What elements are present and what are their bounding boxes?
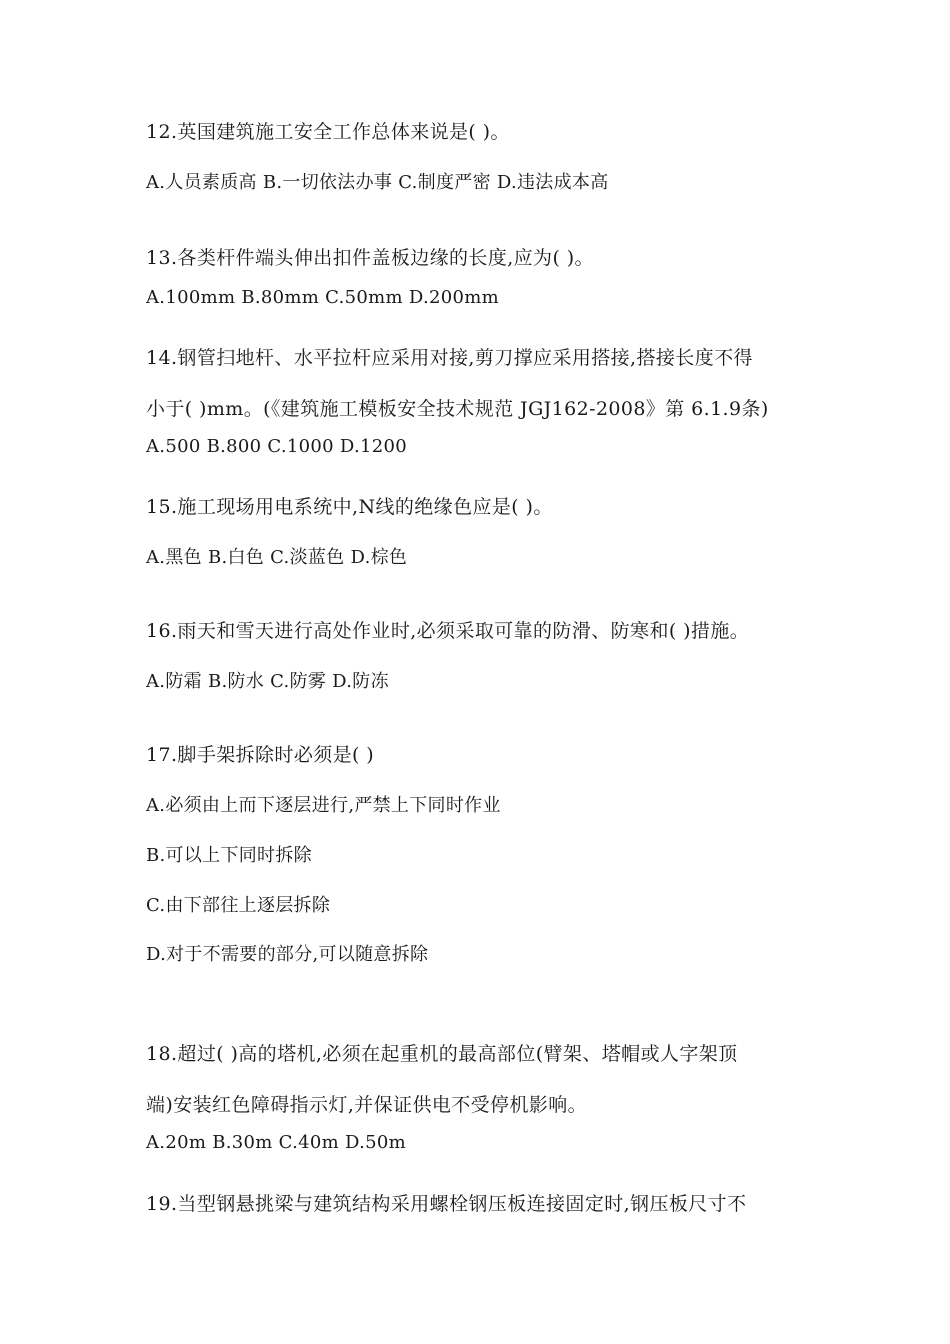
question-12-text: 12.英国建筑施工安全工作总体来说是( )。 [146, 121, 510, 143]
question-13-text: 13.各类杆件端头伸出扣件盖板边缘的长度,应为( )。 [146, 247, 594, 269]
question-15-options: A.黑色 B.白色 C.淡蓝色 D.棕色 [146, 547, 408, 568]
question-17-option-b: B.可以上下同时拆除 [146, 845, 312, 866]
question-12-options: A.人员素质高 B.一切依法办事 C.制度严密 D.违法成本高 [146, 172, 609, 193]
question-18-text-line-1: 18.超过( )高的塔机,必须在起重机的最高部位(臂架、塔帽或人字架顶 [146, 1043, 738, 1065]
question-18-text-line-2: 端)安装红色障碍指示灯,并保证供电不受停机影响。 [146, 1094, 588, 1116]
question-17-option-d: D.对于不需要的部分,可以随意拆除 [146, 944, 429, 965]
question-17-text: 17.脚手架拆除时必须是( ) [146, 744, 375, 766]
question-17-option-a: A.必须由上而下逐层进行,严禁上下同时作业 [146, 795, 501, 816]
question-14-text-line-1: 14.钢管扫地杆、水平拉杆应采用对接,剪刀撑应采用搭接,搭接长度不得 [146, 347, 753, 369]
question-15-text: 15.施工现场用电系统中,N线的绝缘色应是( )。 [146, 496, 553, 518]
question-19-text: 19.当型钢悬挑梁与建筑结构采用螺栓钢压板连接固定时,钢压板尺寸不 [146, 1193, 747, 1215]
question-13-options: A.100mm B.80mm C.50mm D.200mm [146, 287, 499, 308]
question-16-options: A.防霜 B.防水 C.防雾 D.防冻 [146, 671, 389, 692]
question-16-text: 16.雨天和雪天进行高处作业时,必须采取可靠的防滑、防寒和( )措施。 [146, 620, 750, 642]
question-17-option-c: C.由下部往上逐层拆除 [146, 895, 331, 916]
question-18-options: A.20m B.30m C.40m D.50m [146, 1132, 406, 1153]
question-14-options: A.500 B.800 C.1000 D.1200 [146, 436, 408, 457]
question-14-text-line-2: 小于( )mm。(《建筑施工模板安全技术规范 JGJ162-2008》第 6.1.9条) [146, 398, 769, 420]
